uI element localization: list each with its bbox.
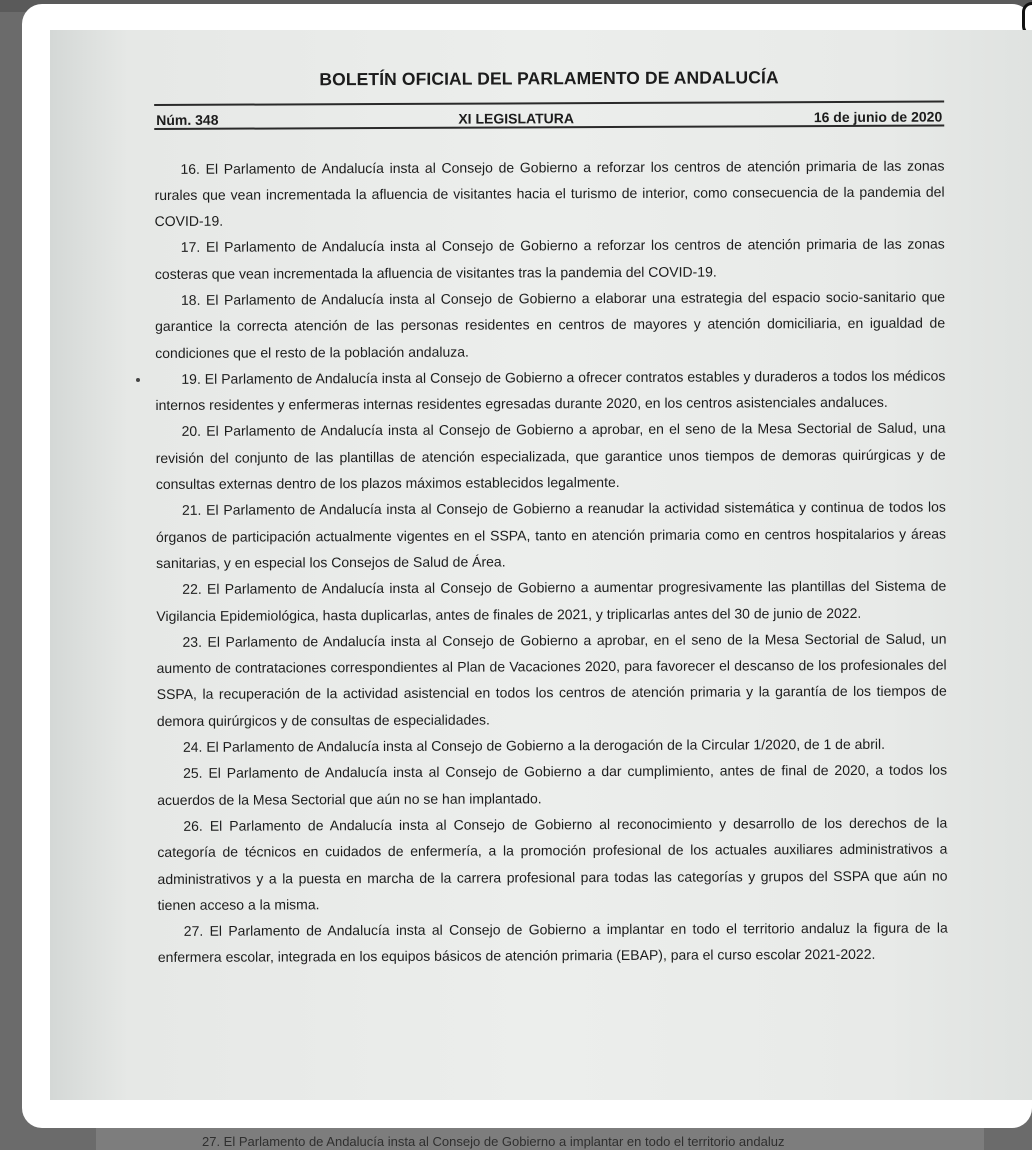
legislature: XI LEGISLATURA bbox=[458, 110, 574, 127]
bulletin-title: BOLETÍN OFICIAL DEL PARLAMENTO DE ANDALUCÍA bbox=[319, 67, 779, 90]
paragraph-20: 20. El Parlamento de Andalucía insta al Consejo de Gobierno a aprobar, en el seno de la Mesa Sectorial de Salud, una revisión del conjunto de las plantillas de atención especializada, que garantice unos tiempos de demoras quirúrgicas y de consultas externas dentro de los plazos máximos establecidos legalmente. bbox=[155, 420, 946, 493]
background-page-fragment bbox=[96, 1126, 984, 1150]
paragraph-23: 23. El Parlamento de Andalucía insta al Consejo de Gobierno a aprobar, en el seno de la Mesa Sectorial de Salud, un aumento de contrataciones correspondientes al Plan de Vacaciones 2020, para favorecer el descanso de los profesionales del SSPA, la recuperación de la actividad asistencial en todos los centros de atención primaria y la garantía de los tiempos de demora quirúrgicos y de consultas de especialidades. bbox=[156, 630, 947, 729]
document-photo bbox=[50, 30, 1032, 1100]
paragraph-24: 24. El Parlamento de Andalucía insta al Consejo de Gobierno a la derogación de la Circular 1/2020, de 1 de abril. bbox=[182, 735, 885, 755]
paragraph-27: 27. El Parlamento de Andalucía insta al Consejo de Gobierno a implantar en todo el territorio andaluz la figura de la enfermera escolar, integrada en los equipos básicos de atención primaria (EBAP), para el curso escolar 2021-2022. bbox=[157, 919, 948, 966]
margin-mark bbox=[136, 378, 140, 382]
paragraph-25: 25. El Parlamento de Andalucía insta al Consejo de Gobierno a dar cumplimiento, antes de final de 2020, a todos los acuerdos de la Mesa Sectorial que aún no se han implantado. bbox=[157, 761, 948, 808]
bulletin-body bbox=[154, 152, 948, 971]
paragraph-18: 18. El Parlamento de Andalucía insta al Consejo de Gobierno a elaborar una estrategia del espacio socio-sanitario que garantice la correcta atención de las personas residentes en centros de mayores y atención domiciliaria, en igualdad de condiciones que el resto de la población andaluza. bbox=[155, 288, 946, 361]
paragraph-19: 19. El Parlamento de Andalucía insta al Consejo de Gobierno a ofrecer contratos estables y duraderos a todos los médicos internos residentes y enfermeras internas residentes egresadas durante 2020, en los centros asistenciales andaluces. bbox=[155, 367, 946, 414]
paragraph-21: 21. El Parlamento de Andalucía insta al Consejo de Gobierno a reanudar la actividad sistemática y continua de todos los órganos de participación actualmente vigentes en el SSPA, tanto en atención primaria como en centros hospitalarios y áreas sanitarias, y en especial los Consejos de Salud de Área. bbox=[156, 498, 947, 571]
paragraph-16: 16. El Parlamento de Andalucía insta al Consejo de Gobierno a reforzar los centros de atención primaria de las zonas rurales que vean incrementada la afluencia de visitantes hacia el turismo de interior, como consecuencia de la pandemia del COVID-19. bbox=[154, 157, 945, 230]
issue-number: Núm. 348 bbox=[156, 111, 219, 128]
paragraph-22: 22. El Parlamento de Andalucía insta al Consejo de Gobierno a aumentar progresivamente las plantillas del Sistema de Vigilancia Epidemiológica, hasta duplicarlas, antes de finales de 2021, y triplicarlas antes del 30 de junio de 2022. bbox=[156, 577, 947, 624]
background-fragment-text: 27. El Parlamento de Andalucía insta al Consejo de Gobierno a implantar en todo el territorio andaluz bbox=[202, 1134, 785, 1149]
paragraph-26: 26. El Parlamento de Andalucía insta al Consejo de Gobierno al reconocimiento y desarrollo de los derechos de la categoría de técnicos en cuidados de enfermería, a la promoción profesional de los actuales auxiliares administrativos a administrativos y a la puesta en marcha de la carrera profesional para todas las categorías y grupos del SSPA que aún no tienen acceso a la misma. bbox=[157, 814, 948, 913]
bulletin-header bbox=[154, 103, 944, 128]
bulletin-page bbox=[154, 67, 948, 971]
paragraph-17: 17. El Parlamento de Andalucía insta al Consejo de Gobierno a reforzar los centros de atención primaria de las zonas costeras que vean incrementada la afluencia de visitantes tras la pandemia del COVID-19. bbox=[154, 235, 945, 282]
issue-date: 16 de junio de 2020 bbox=[813, 108, 943, 126]
